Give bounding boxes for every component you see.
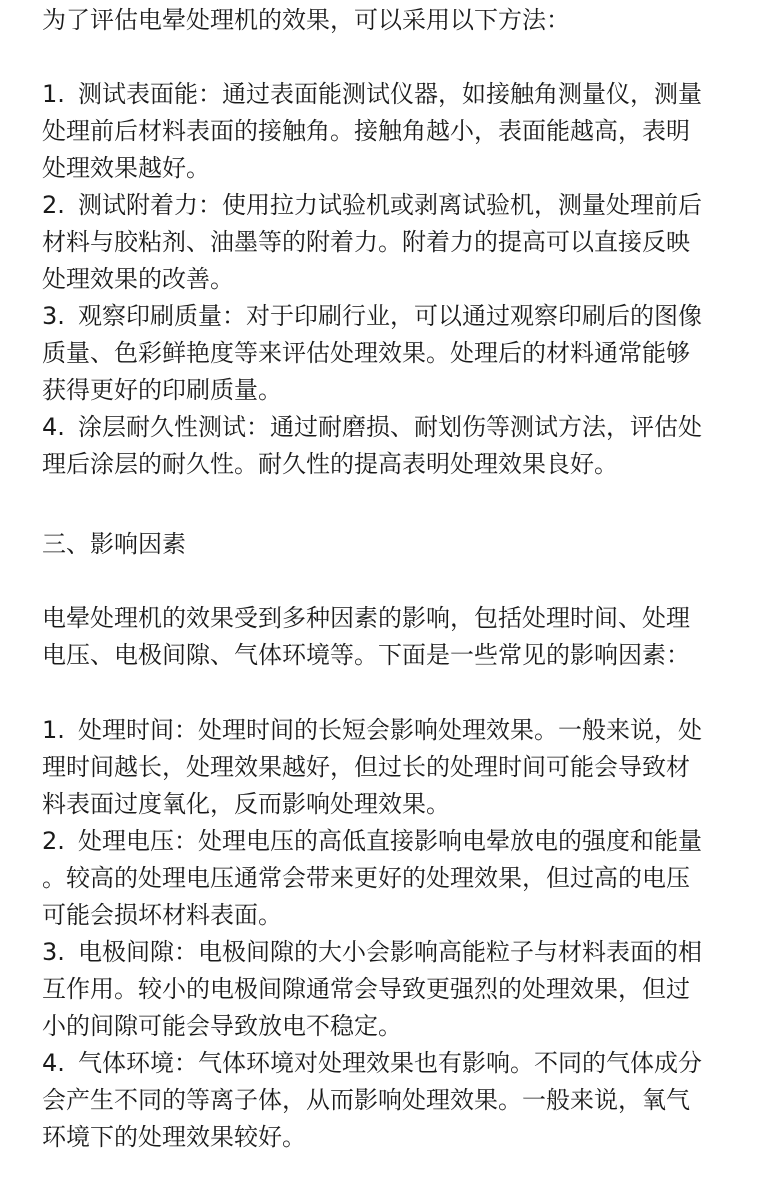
- method-text: 观察印刷质量：对于印刷行业，可以通过观察印刷后的图像: [78, 302, 702, 330]
- method-line: 理后涂层的耐久性。耐久性的提高表明处理效果良好。: [42, 450, 618, 478]
- factor-line: 可能会损坏材料表面。: [42, 901, 282, 929]
- factor-text: 电极间隙：电极间隙的大小会影响高能粒子与材料表面的相: [78, 938, 702, 966]
- methods-list: [42, 76, 742, 483]
- list-number: 2.: [42, 827, 65, 855]
- factor-line: 料表面过度氧化，反而影响处理效果。: [42, 790, 450, 818]
- intro-line: 为了评估电晕处理机的效果，可以采用以下方法：: [42, 6, 570, 34]
- factors-list: [42, 712, 742, 1156]
- method-line: 处理效果的改善。: [42, 265, 234, 293]
- method-line: 质量、色彩鲜艳度等来评估处理效果。处理后的材料通常能够: [42, 339, 690, 367]
- factor-line: [42, 823, 742, 860]
- list-number: 1.: [42, 716, 65, 744]
- method-line: 材料与胶粘剂、油墨等的附着力。附着力的提高可以直接反映: [42, 228, 690, 256]
- intro-paragraph: [42, 2, 742, 39]
- method-line: 获得更好的印刷质量。: [42, 376, 282, 404]
- factor-text: 处理电压：处理电压的高低直接影响电晕放电的强度和能量: [78, 827, 702, 855]
- method-line: 处理前后材料表面的接触角。接触角越小，表面能越高，表明: [42, 117, 690, 145]
- method-line: [42, 76, 742, 113]
- method-item-4: [42, 409, 742, 483]
- method-line: [42, 409, 742, 446]
- list-number: 4.: [42, 413, 65, 441]
- factors-intro-line: 电压、电极间隙、气体环境等。下面是一些常见的影响因素：: [42, 641, 690, 669]
- factor-item-2: [42, 823, 742, 934]
- factor-item-3: [42, 934, 742, 1045]
- method-line: [42, 298, 742, 335]
- method-text: 测试附着力：使用拉力试验机或剥离试验机，测量处理前后: [78, 191, 702, 219]
- method-text: 测试表面能：通过表面能测试仪器，如接触角测量仪，测量: [78, 80, 702, 108]
- section-heading: [42, 526, 742, 563]
- factor-line: [42, 712, 742, 749]
- method-item-1: [42, 76, 742, 187]
- factors-intro-line: 电晕处理机的效果受到多种因素的影响，包括处理时间、处理: [42, 604, 690, 632]
- factor-line: 小的间隙可能会导致放电不稳定。: [42, 1012, 402, 1040]
- method-line: [42, 187, 742, 224]
- method-item-3: [42, 298, 742, 409]
- factor-item-4: [42, 1045, 742, 1156]
- factor-line: 环境下的处理效果较好。: [42, 1123, 306, 1151]
- method-item-2: [42, 187, 742, 298]
- factor-line: 。较高的处理电压通常会带来更好的处理效果，但过高的电压: [42, 864, 690, 892]
- list-number: 3.: [42, 302, 65, 330]
- list-number: 2.: [42, 191, 65, 219]
- factors-intro-paragraph: [42, 600, 742, 674]
- list-number: 1.: [42, 80, 65, 108]
- factor-line: 会产生不同的等离子体，从而影响处理效果。一般来说，氧气: [42, 1086, 690, 1114]
- factor-line: 互作用。较小的电极间隙通常会导致更强烈的处理效果，但过: [42, 975, 690, 1003]
- factor-line: [42, 934, 742, 971]
- section-heading-text: 三、影响因素: [42, 530, 186, 558]
- factor-line: 理时间越长，处理效果越好，但过长的处理时间可能会导致材: [42, 753, 690, 781]
- method-text: 涂层耐久性测试：通过耐磨损、耐划伤等测试方法，评估处: [78, 413, 702, 441]
- factor-text: 气体环境：气体环境对处理效果也有影响。不同的气体成分: [78, 1049, 702, 1077]
- method-line: 处理效果越好。: [42, 154, 210, 182]
- list-number: 3.: [42, 938, 65, 966]
- list-number: 4.: [42, 1049, 65, 1077]
- factor-item-1: [42, 712, 742, 823]
- factor-text: 处理时间：处理时间的长短会影响处理效果。一般来说，处: [78, 716, 702, 744]
- factor-line: [42, 1045, 742, 1082]
